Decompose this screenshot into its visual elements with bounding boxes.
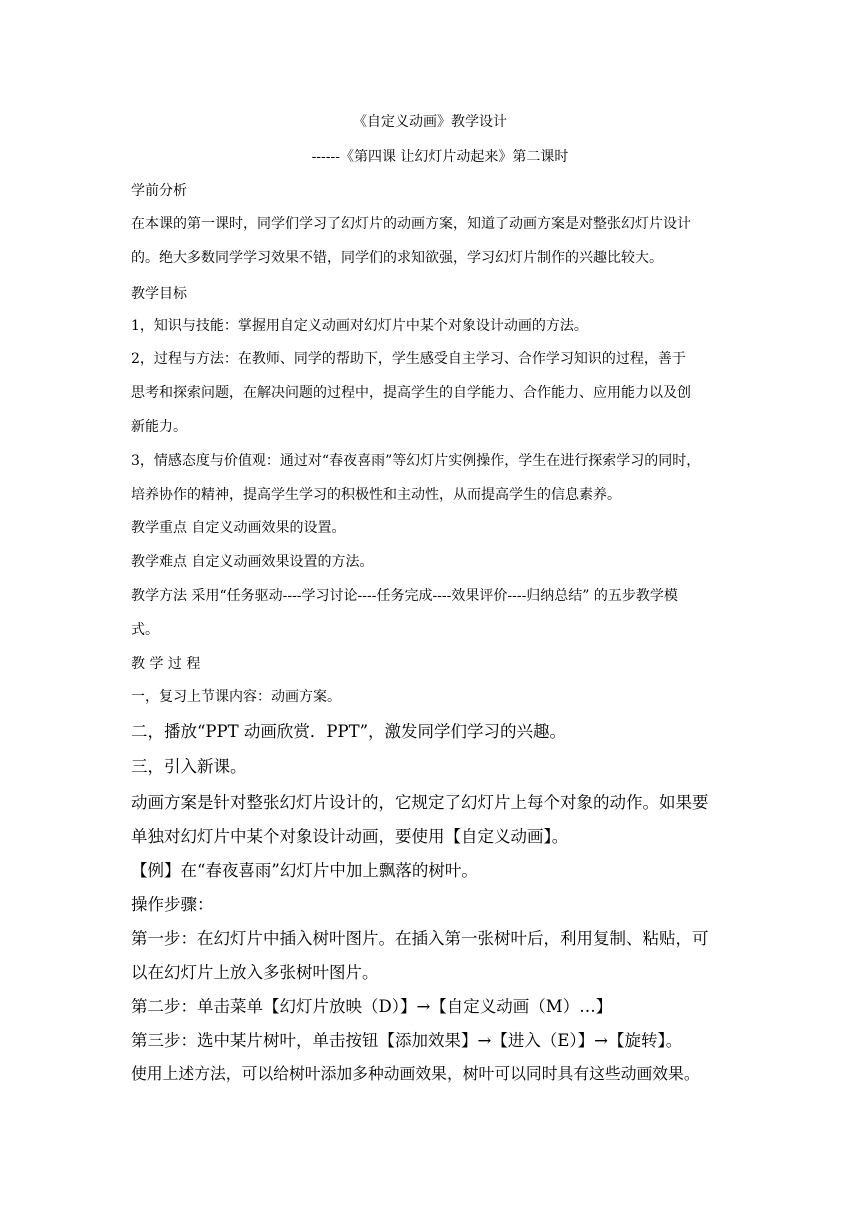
paragraph: 单独对幻灯片中某个对象设计动画，要使用【自定义动画】。: [131, 827, 569, 846]
op-step: 第一步：在幻灯片中插入树叶图片。在插入第一张树叶后，利用复制、粘贴，可: [131, 929, 709, 948]
teaching-method: 教学方法 采用“任务驱动----学习讨论----任务完成----效果评价----归纳总结” 的五步教学模: [131, 588, 678, 604]
goal-item: 1，知识与技能：掌握用自定义动画对幻灯片中某个对象设计动画的方法。: [131, 318, 588, 334]
ops-heading: 操作步骤：: [131, 895, 214, 914]
paragraph: 动画方案是针对整张幻灯片设计的，它规定了幻灯片上每个对象的动作。如果要: [131, 793, 709, 812]
op-step: 第三步：选中某片树叶，单击按钮【添加效果】→【进入（E）】→【旋转】。: [131, 1031, 683, 1050]
pre-analysis-heading: 学前分析: [131, 183, 187, 199]
doc-title: 《自定义动画》教学设计: [353, 114, 507, 130]
closing-text: 使用上述方法，可以给树叶添加多种动画效果，树叶可以同时具有这些动画效果。: [131, 1064, 700, 1083]
pre-analysis-text: 的。绝大多数同学学习效果不错，同学们的求知欲强，学习幻灯片制作的兴趣比较大。: [131, 250, 663, 266]
process-step: 一，复习上节课内容：动画方案。: [131, 689, 341, 705]
key-point: 教学重点 自定义动画效果的设置。: [131, 520, 346, 536]
process-heading: 教 学 过 程: [131, 656, 201, 672]
goal-item: 新能力。: [131, 419, 187, 435]
example: 【例】在“春夜喜雨”幻灯片中加上飘落的树叶。: [131, 861, 478, 880]
goal-item: 3，情感态度与价值观：通过对“春夜喜雨”等幻灯片实例操作，学生在进行探索学习的同时，: [131, 453, 701, 469]
op-step: 第二步：单击菜单【幻灯片放映（D）】→【自定义动画（M）…】: [131, 997, 613, 1016]
doc-subtitle: ------《第四课 让幻灯片动起来》第二课时: [311, 149, 569, 165]
process-step: 二，播放“PPT 动画欣赏．PPT”，激发同学们学习的兴趣。: [131, 722, 567, 741]
process-step: 三，引入新课。: [131, 757, 247, 776]
goal-item: 培养协作的精神，提高学生学习的积极性和主动性，从而提高学生的信息素养。: [131, 487, 621, 503]
op-step: 以在幻灯片上放入多张树叶图片。: [131, 963, 379, 982]
teaching-method: 式。: [131, 622, 159, 638]
goal-item: 2，过程与方法：在教师、同学的帮助下，学生感受自主学习、合作学习知识的过程，善于: [131, 351, 686, 367]
goals-heading: 教学目标: [131, 286, 187, 302]
pre-analysis-text: 在本课的第一课时，同学们学习了幻灯片的动画方案，知道了动画方案是对整张幻灯片设计: [131, 216, 691, 232]
difficulty: 教学难点 自定义动画效果设置的方法。: [131, 554, 374, 570]
goal-item: 思考和探索问题，在解决问题的过程中，提高学生的自学能力、合作能力、应用能力以及创: [131, 385, 691, 401]
